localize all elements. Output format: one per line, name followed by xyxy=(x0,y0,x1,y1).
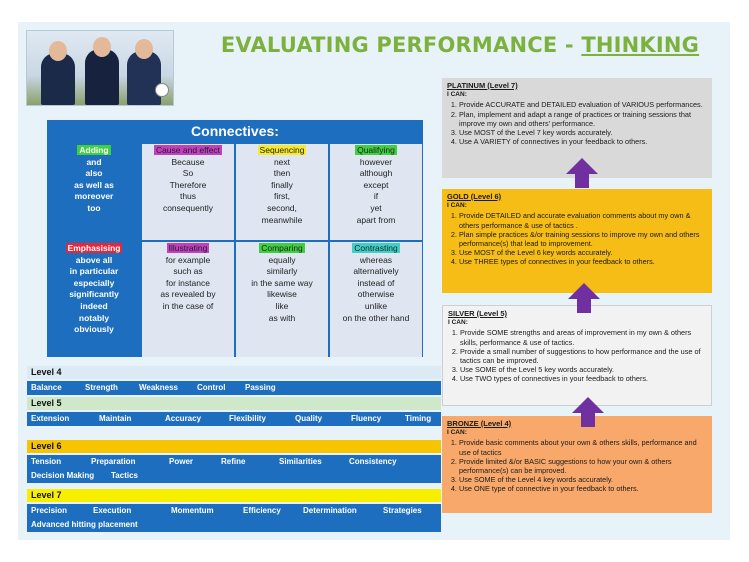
connective-word: yet xyxy=(370,202,382,213)
connective-word: such as xyxy=(173,266,203,277)
card-i-can: I CAN: xyxy=(447,91,467,99)
connective-word: finally xyxy=(271,179,293,190)
criterion-item: 3. Use SOME of the Level 5 key words accurately. xyxy=(460,365,706,374)
card-i-can: I CAN: xyxy=(448,319,468,327)
keyword: Control xyxy=(197,383,226,392)
level-card xyxy=(442,189,712,293)
keyword: Weakness xyxy=(139,383,178,392)
keyword: Quality xyxy=(295,414,323,423)
connective-word: except xyxy=(363,179,389,190)
players-photo xyxy=(26,30,174,106)
criterion-item: 2. Provide limited &/or BASIC suggestions to how your own & others performance(s) can be improved. xyxy=(459,457,707,475)
keyword: Flexibility xyxy=(229,414,266,423)
connective-word: then xyxy=(273,168,291,179)
keyword: Determination xyxy=(303,506,357,515)
keyword: Extension xyxy=(31,414,70,423)
connective-word: above all xyxy=(75,254,113,265)
level-keywords-row xyxy=(27,469,441,483)
criterion-item: 1. Provide DETAILED and accurate evaluation comments about my own & others performance & use of tactics . xyxy=(459,211,707,229)
connective-word: in the same way xyxy=(251,277,313,288)
level-keywords-row xyxy=(27,381,441,395)
connective-word: for example xyxy=(165,254,211,265)
connectives-panel xyxy=(47,120,423,357)
keyword: Consistency xyxy=(349,457,397,466)
connective-word: like xyxy=(275,300,289,311)
level-card xyxy=(442,416,712,513)
connective-column-emphasising xyxy=(48,242,140,357)
connective-word: consequently xyxy=(162,202,214,213)
keyword: Power xyxy=(169,457,194,466)
card-criteria-list xyxy=(448,328,706,383)
connective-word: otherwise xyxy=(357,289,395,300)
level-label-6: Level 6 xyxy=(27,440,441,453)
title-underlined: THINKING xyxy=(581,33,700,57)
page-title xyxy=(190,33,730,57)
level-label-5: Level 5 xyxy=(27,397,441,410)
connective-word: whereas xyxy=(359,254,393,265)
connective-word: however xyxy=(359,156,393,167)
card-criteria-list xyxy=(447,438,707,493)
connective-word: as with xyxy=(268,312,296,323)
connective-word: So xyxy=(182,168,194,179)
connective-header: Contrasting xyxy=(354,243,398,253)
criterion-item: 2. Plan simple practices &/or training sessions to improve my own and others performance(s) that lead to improvement. xyxy=(459,230,707,248)
connective-word: moreover xyxy=(74,191,114,202)
connective-column-sequencing xyxy=(236,144,328,240)
connectives-heading: Connectives: xyxy=(191,123,279,139)
connective-word: instead of xyxy=(357,277,395,288)
keyword: Advanced hitting placement xyxy=(31,520,138,529)
connective-word: notably xyxy=(78,312,110,323)
keyword: Tension xyxy=(31,457,62,466)
connective-word: and xyxy=(86,156,102,167)
connective-column-adding xyxy=(48,144,140,240)
connective-word: similarly xyxy=(266,266,298,277)
keyword: Passing xyxy=(245,383,276,392)
card-title: SILVER (Level 5) xyxy=(448,309,508,318)
connective-word: thus xyxy=(179,191,197,202)
keyword: Accuracy xyxy=(165,414,202,423)
connective-word: significantly xyxy=(69,289,119,300)
keyword: Efficiency xyxy=(243,506,281,515)
connective-word: as revealed by xyxy=(160,289,216,300)
connective-word: too xyxy=(87,202,101,213)
connective-word: likewise xyxy=(267,289,297,300)
keyword: Execution xyxy=(93,506,132,515)
connective-word: first, xyxy=(273,191,291,202)
keyword: Strategies xyxy=(383,506,422,515)
keyword: Precision xyxy=(31,506,68,515)
criterion-item: 3. Use SOME of the Level 4 key words accurately. xyxy=(459,475,707,484)
connective-header: Emphasising xyxy=(67,243,121,253)
criterion-item: 2. Plan, implement and adapt a range of practices or training sessions that improve my own and others' performance. xyxy=(459,110,707,128)
card-i-can: I CAN: xyxy=(447,202,467,210)
connective-column-illustrating xyxy=(142,242,234,357)
keyword: Fluency xyxy=(351,414,382,423)
keyword: Tactics xyxy=(111,471,138,480)
criterion-item: 4. Use A VARIETY of connectives in your feedback to others. xyxy=(459,137,707,146)
connective-header: Comparing xyxy=(261,243,303,253)
card-title: GOLD (Level 6) xyxy=(447,192,502,201)
criterion-item: 4. Use ONE type of connective in your feedback to others. xyxy=(459,484,707,493)
criterion-item: 1. Provide ACCURATE and DETAILED evaluation of VARIOUS performances. xyxy=(459,100,707,109)
level-keywords-row xyxy=(27,455,441,469)
connective-column-qualifying xyxy=(330,144,422,240)
player-head xyxy=(135,39,153,59)
connective-word: although xyxy=(359,168,393,179)
title-main: EVALUATING PERFORMANCE - xyxy=(220,33,582,57)
connective-word: Therefore xyxy=(169,179,207,190)
criterion-item: 1. Provide SOME strengths and areas of improvement in my own & others skills, performance & use of tactics. xyxy=(460,328,706,346)
connective-header: Adding xyxy=(79,145,109,155)
criterion-item: 4. Use THREE types of connectives in your feedback to others. xyxy=(459,257,707,266)
keyword: Refine xyxy=(221,457,246,466)
connective-word: equally xyxy=(268,254,296,265)
keyword: Momentum xyxy=(171,506,214,515)
card-i-can: I CAN: xyxy=(447,429,467,437)
connective-word: alternatively xyxy=(353,266,399,277)
keyword: Preparation xyxy=(91,457,136,466)
connective-word: obviously xyxy=(74,324,114,335)
connective-word: in the case of xyxy=(162,300,214,311)
criterion-item: 4. Use TWO types of connectives in your feedback to others. xyxy=(460,374,706,383)
connective-header: Qualifying xyxy=(357,145,395,155)
card-title: PLATINUM (Level 7) xyxy=(447,81,518,90)
player-head xyxy=(93,37,111,57)
connective-column-comparing xyxy=(236,242,328,357)
player-head xyxy=(49,41,67,61)
connective-column-contrasting xyxy=(330,242,422,357)
criterion-item: 1. Provide basic comments about your own & others skills, performance and use of tactics xyxy=(459,438,707,456)
criterion-item: 3. Use MOST of the Level 7 key words accurately. xyxy=(459,128,707,137)
level-card xyxy=(442,305,712,406)
connective-word: next xyxy=(273,156,291,167)
connective-word: also xyxy=(85,168,103,179)
level-label-4: Level 4 xyxy=(27,366,441,379)
connective-word: especially xyxy=(73,277,115,288)
football-icon xyxy=(155,83,169,97)
connective-word: as well as xyxy=(74,179,114,190)
connective-word: for instance xyxy=(166,277,210,288)
connective-header: Illustrating xyxy=(168,243,208,253)
connective-word: if xyxy=(373,191,379,202)
connective-header: Cause and effect xyxy=(155,145,221,155)
connective-word: in particular xyxy=(69,266,119,277)
connective-column-cause-and-effect xyxy=(142,144,234,240)
level-keywords-row xyxy=(27,504,441,518)
level-keywords-row xyxy=(27,518,441,532)
card-criteria-list xyxy=(447,100,707,146)
connective-header: Sequencing xyxy=(259,145,305,155)
keyword: Decision Making xyxy=(31,471,95,480)
connective-word: indeed xyxy=(80,300,108,311)
criterion-item: 2. Provide a small number of suggestions to how performance and the use of tactics can be improved. xyxy=(460,347,706,365)
connective-word: apart from xyxy=(356,214,396,225)
player-figure xyxy=(127,51,161,105)
keyword: Similarities xyxy=(279,457,322,466)
connective-word: second, xyxy=(267,202,297,213)
card-title: BRONZE (Level 4) xyxy=(447,419,512,428)
criterion-item: 3. Use MOST of the Level 6 key words accurately. xyxy=(459,248,707,257)
keyword: Timing xyxy=(405,414,432,423)
keyword: Strength xyxy=(85,383,118,392)
player-figure xyxy=(85,49,119,105)
connective-word: Because xyxy=(171,156,205,167)
keyword: Balance xyxy=(31,383,62,392)
level-keywords-row xyxy=(27,412,441,426)
level-label-7: Level 7 xyxy=(27,489,441,502)
keyword: Maintain xyxy=(99,414,132,423)
connective-word: unlike xyxy=(364,300,388,311)
connective-word: on the other hand xyxy=(342,312,410,323)
connective-word: meanwhile xyxy=(261,214,303,225)
card-criteria-list xyxy=(447,211,707,266)
level-card xyxy=(442,78,712,178)
